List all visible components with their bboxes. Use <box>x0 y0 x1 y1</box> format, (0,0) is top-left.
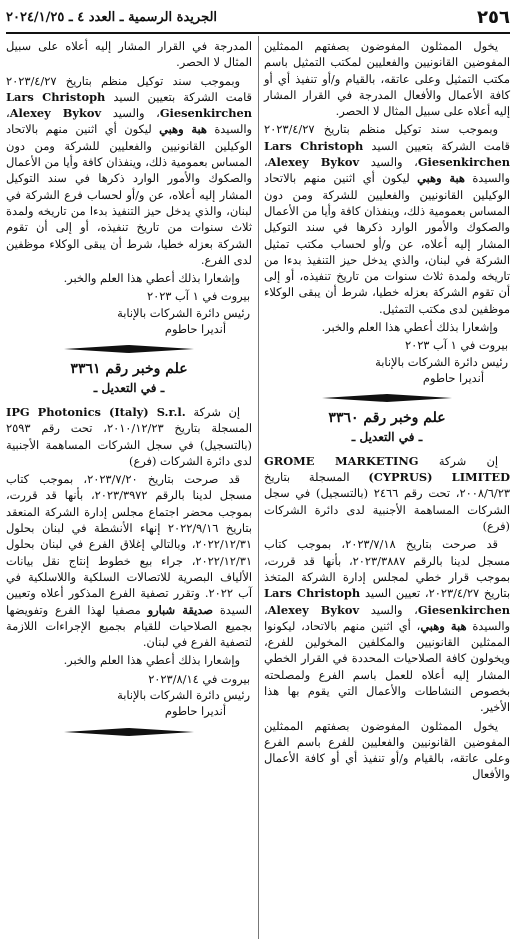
paragraph: وإشعارا بذلك أعطي هذا العلم والخبر. <box>63 653 240 668</box>
signature-title: رئيس دائرة الشركات بالإنابة <box>117 305 250 320</box>
page-header <box>6 4 510 30</box>
right-column <box>264 38 510 785</box>
section-divider <box>6 726 252 738</box>
text-span: ليكون أي اثنين منهم بالاتحاد الوكيلين القانونيين والفعليين للشركة ومن دون المساس بعمومية ذلك، وينفذان كافة وأيا من الأعمال والصكوك والأمور الوارد ذكرها في سند التوكيل المشار إليه أعلاه، عن و/أو لحساب مكتب تمثيل الشركة في لبنان، والذي يدخل حيز التنفيذ بدءا من تاريخه ولمدة ثلاث سنوات من تاريخ تنفيذه، أو إلى أن تقوم الشركة بعزله خطيا، شرط أن يبقى الوكلاء موظفين لدى مكتب التمثيل. <box>264 171 510 316</box>
page-number: ٢٥٦ <box>477 6 510 28</box>
text-span: وبموجب سند توكيل منظم بتاريخ ٢٠٢٣/٤/٢٧ قامت الشركة بتعيين السيد <box>264 122 510 153</box>
gazette-title: الجريدة الرسمية ـ العدد ٤ ـ ٢٠٢٤/١/٢٥ <box>6 9 218 25</box>
person-name: Alexey Bykov <box>267 155 360 170</box>
text-span: ، والسيدة <box>264 602 510 633</box>
paragraph <box>6 471 252 650</box>
column-divider <box>258 36 259 939</box>
paragraph <box>264 121 510 317</box>
text-span: ، والسيدة <box>6 106 253 137</box>
text-span: إن شركة <box>193 404 240 419</box>
notice-title: علم وخبر رقم ٣٣٦٠ <box>328 410 446 427</box>
paragraph: المدرجة في القرار المشار إليه أعلاه على سبيل المثال لا الحصر. <box>6 39 252 70</box>
person-name: Alexey Bykov <box>267 602 360 617</box>
person-name: Alexey Bykov <box>9 106 102 121</box>
paragraph <box>264 453 510 534</box>
divider-ornament-icon <box>64 727 194 737</box>
section-divider <box>264 392 510 404</box>
paragraph: يخول الممثلون المفوضون بصفتهم الممثلين المفوضين القانونيين والفعليين للفرع باسم الفرع وعلى عاتقه، بالقيام و/أو تنفيذ أي أو كافة الأعمال والأفعال <box>264 718 510 782</box>
text-span: قد صرحت بتاريخ ٢٠٢٣/٧/٢٠، بموجب كتاب مسجل لدينا بالرقم ٢٠٢٣/٣٩٧٢، بأنها قد قررت، بموجب محضر اجتماع مجلس إدارة الشركة المنعقد بتاريخ ٢٠٢٢/٩/١٦ إنهاء الأنشطة في لبنان بحلول ٢٠٢٢/١٢/٣١، وبالتالي إغلاق الفرع في لبنان بحلول ٢٠٢٢/١٢/٣١، جراء بيع خطوط إنتاج نقل بيانات الألياف البصرية للاتصالات السلكية واللاسلكية في آب ٢٠٢٢. وتقرر تصفية الفرع المذكور أعلاه وتعيين السيدة <box>6 472 252 617</box>
signature-title: رئيس دائرة الشركات بالإنابة <box>117 687 250 702</box>
paragraph <box>264 536 510 715</box>
text-span: وبموجب سند توكيل منظم بتاريخ ٢٠٢٣/٤/٢٧ قامت الشركة بتعيين السيد <box>6 73 252 104</box>
signature-name: أنديرا حاطوم <box>164 704 226 719</box>
notice-title: علم وخبر رقم ٣٣٦١ <box>70 361 188 378</box>
company-name: IPG Photonics (Italy) S.r.l. <box>6 404 186 419</box>
company-name: GROME MARKETING (CYPRUS) LIMITED <box>264 453 510 485</box>
paragraph: وإشعارا بذلك أعطي هذا العلم والخبر. <box>63 271 240 286</box>
divider-ornament-icon <box>64 344 194 354</box>
notice-subtitle: ـ في التعديل ـ <box>351 429 423 444</box>
text-span: المسجلة بتاريخ ٢٠٠٨/٦/٢٣، تحت رقم ٢٤٦٦ (بالتسجيل) في سجل الشركات المساهمة الأجنبية لدى دائرة الشركات (فرع) <box>264 470 510 534</box>
paragraph <box>6 73 252 269</box>
paragraph: وإشعارا بذلك أعطي هذا العلم والخبر. <box>321 320 498 335</box>
person-name: صديقة شبارو <box>147 602 213 617</box>
text-span: ، والسيد <box>370 155 418 170</box>
text-span: ، والسيد <box>370 602 418 617</box>
signature-title: رئيس دائرة الشركات بالإنابة <box>375 354 508 369</box>
person-name: هبة وهبي <box>417 171 465 186</box>
person-name: هبة وهبي <box>420 618 467 633</box>
signature-place-date: بيروت في ١ آب ٢٠٢٣ <box>146 289 250 304</box>
person-name: Lars Christoph Giesenkirchen <box>6 89 253 121</box>
signature-place-date: بيروت في ١ آب ٢٠٢٣ <box>404 338 508 353</box>
text-span: ، والسيد <box>112 106 160 121</box>
text-span: المسجلة بتاريخ ٢٠١٠/١٢/٢٣، تحت رقم ٢٥٩٣ (بالتسجيل) في سجل الشركات المساهمة الأجنبية لدى دائرة الشركات (فرع) <box>6 421 252 468</box>
left-column <box>6 38 252 744</box>
divider-ornament-icon <box>322 393 452 403</box>
text-span: مصفيا لهذا الفرع وتفويضها بجميع الصلاحيات للقيام بجميع الإجراءات اللازمة لتصفية الفرع في لبنان. <box>6 602 252 650</box>
paragraph: يخول الممثلون المفوضون بصفتهم الممثلين المفوضين القانونيين والفعليين لمكتب التمثيل باسم مكتب التمثيل وعلى عاتقه، بالقيام و/أو تنفيذ أي أو كافة الأعمال والأفعال المدرجة في القرار المشار إليه أعلاه على سبيل المثال لا الحصر. <box>264 39 510 119</box>
signature-name: أنديرا حاطوم <box>422 370 484 385</box>
text-span: ليكون أي اثنين منهم بالاتحاد الوكيلين القانونيين والفعليين للشركة ومن دون المساس بعمومية ذلك، وينفذان كافة وأيا من الأعمال والصكوك والأمور الوارد ذكرها في سند التوكيل المشار إليه أعلاه، عن و/أو لحساب فرع الشركة في لبنان، والذي يدخل حيز التنفيذ بدءا من تاريخه ولمدة ثلاث سنوات من تاريخ تنفيذه، أو إلى أن تقوم الشركة بعزله خطيا، شرط أن يبقى الوكلاء موظفين لدى الفرع. <box>6 122 252 267</box>
notice-subtitle: ـ في التعديل ـ <box>93 380 165 395</box>
person-name: Lars Christoph Giesenkirchen <box>264 138 511 170</box>
section-divider <box>6 343 252 355</box>
signature-place-date: بيروت في ٢٠٢٣/٨/١٤ <box>148 671 250 686</box>
person-name: Lars Christoph Giesenkirchen <box>264 586 511 617</box>
text-span: ، أي اثنين منهم بالاتحاد، ليكونوا الممثلين القانونيين والمكلفين المخولين للفرع، ويخولون كافة الصلاحيات المحددة في القرار الخطي المشار إليه أعلاه للعمل باسم الفرع ولمصلحته بخصوص النشاطات والأعمال التي يقوم بها هذا الأخير. <box>264 618 510 715</box>
signature-name: أنديرا حاطوم <box>164 322 226 337</box>
person-name: هبة وهبي <box>159 122 207 137</box>
header-rule <box>6 32 510 34</box>
text-span: ، والسيدة <box>264 155 511 186</box>
paragraph <box>6 404 252 469</box>
text-span: قد صرحت بتاريخ ٢٠٢٣/٧/١٨، بموجب كتاب مسجل لدينا بالرقم ٢٠٢٣/٣٨٨٧، بأنها قد قررت، بموجب قرار خطي لمجلس إدارة الشركة المتخذ بتاريخ ٢٠٢٣/٤/٢٧، تعيين السيد <box>264 537 511 601</box>
text-span: إن شركة <box>438 453 499 468</box>
